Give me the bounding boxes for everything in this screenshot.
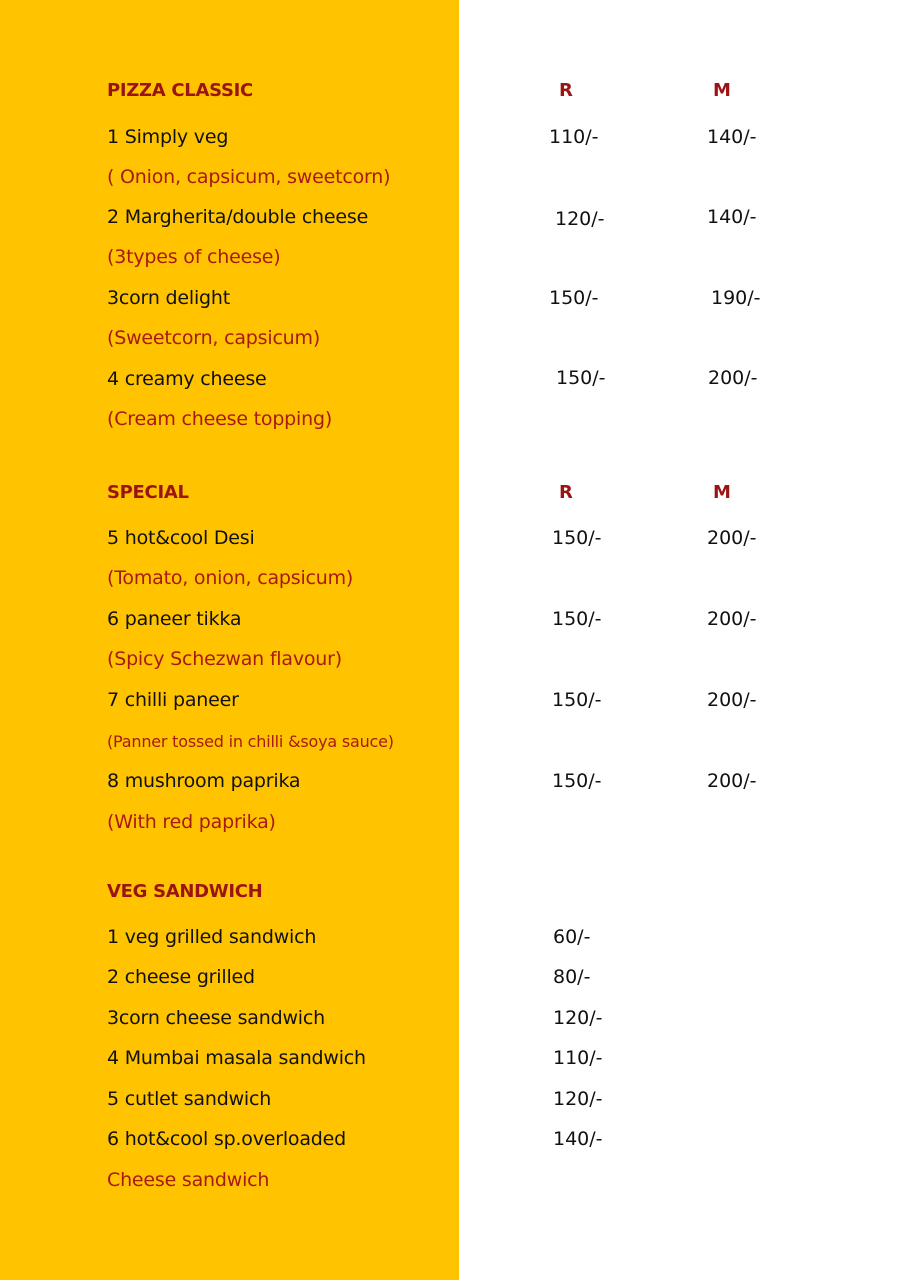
menu-item-description: ( Onion, capsicum, sweetcorn) (107, 166, 391, 188)
price-regular: 150/- (552, 770, 602, 792)
price-regular: 120/- (555, 208, 605, 230)
price-medium: 200/- (707, 770, 757, 792)
price-regular: 150/- (552, 527, 602, 549)
menu-item-description: (Panner tossed in chilli &soya sauce) (107, 732, 394, 751)
price-medium: 200/- (707, 527, 757, 549)
menu-item-footer: Cheese sandwich (107, 1169, 270, 1191)
price-regular: 150/- (549, 287, 599, 309)
menu-item-name: 3corn delight (107, 287, 230, 309)
price: 140/- (553, 1128, 603, 1150)
menu-item-name: 6 paneer tikka (107, 608, 242, 630)
menu-item-description: (Cream cheese topping) (107, 408, 333, 430)
menu-item-name: 5 hot&cool Desi (107, 527, 255, 549)
menu-item-name: 4 Mumbai masala sandwich (107, 1047, 366, 1069)
menu-item-description: (3types of cheese) (107, 246, 281, 268)
menu-item-name: 3corn cheese sandwich (107, 1007, 325, 1029)
price: 60/- (553, 926, 591, 948)
price: 110/- (553, 1047, 603, 1069)
price-medium: 140/- (707, 206, 757, 228)
menu-item-name: 1 Simply veg (107, 126, 229, 148)
column-header-r: R (559, 80, 573, 101)
section-title-veg-sandwich: VEG SANDWICH (107, 881, 263, 902)
menu-item-description: (Sweetcorn, capsicum) (107, 327, 321, 349)
column-header-r: R (559, 482, 573, 503)
price-medium: 200/- (708, 367, 758, 389)
price-medium: 200/- (707, 689, 757, 711)
menu-item-name: 4 creamy cheese (107, 368, 267, 390)
menu-item-description: (Tomato, onion, capsicum) (107, 567, 354, 589)
price-medium: 200/- (707, 608, 757, 630)
price-regular: 150/- (552, 689, 602, 711)
menu-item-name: 8 mushroom paprika (107, 770, 301, 792)
column-header-m: M (713, 80, 731, 101)
price-regular: 150/- (552, 608, 602, 630)
price: 120/- (553, 1088, 603, 1110)
menu-item-name: 1 veg grilled sandwich (107, 926, 317, 948)
price-regular: 110/- (549, 126, 599, 148)
menu-item-name: 2 Margherita/double cheese (107, 206, 369, 228)
price-medium: 190/- (711, 287, 761, 309)
column-header-m: M (713, 482, 731, 503)
menu-item-description: (With red paprika) (107, 811, 276, 833)
menu-item-name: 6 hot&cool sp.overloaded (107, 1128, 346, 1150)
price-medium: 140/- (707, 126, 757, 148)
section-title-pizza-classic: PIZZA CLASSIC (107, 80, 253, 101)
menu-item-name: 5 cutlet sandwich (107, 1088, 272, 1110)
menu-item-name: 7 chilli paneer (107, 689, 239, 711)
section-title-special: SPECIAL (107, 482, 189, 503)
price-regular: 150/- (556, 367, 606, 389)
menu-item-name: 2 cheese grilled (107, 966, 255, 988)
price: 80/- (553, 966, 591, 988)
menu-item-description: (Spicy Schezwan flavour) (107, 648, 342, 670)
price: 120/- (553, 1007, 603, 1029)
